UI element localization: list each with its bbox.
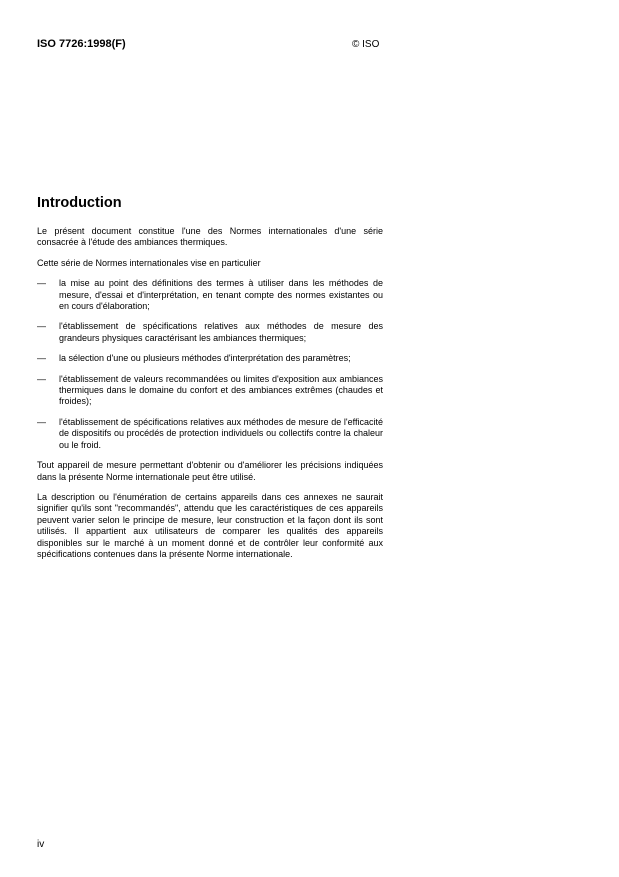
- list-dash: —: [37, 416, 46, 427]
- list-dash: —: [37, 321, 46, 332]
- list-dash: —: [37, 278, 46, 289]
- section-body: [37, 226, 383, 569]
- list-item: [37, 417, 383, 451]
- objectives-list: [37, 278, 383, 451]
- list-item-text: l'établissement de spécifications relatives aux méthodes de mesure de l'efficacité de dispositifs ou procédés de protection individuels ou collectifs contre la chaleur ou le froid.: [59, 416, 383, 450]
- list-item-text: la sélection d'une ou plusieurs méthodes d'interprétation des paramètres;: [59, 353, 351, 364]
- list-item: [37, 353, 383, 364]
- measuring-devices-paragraph: Tout appareil de mesure permettant d'obtenir ou d'améliorer les précisions indiquées dans la présente Norme internationale peut être utilisé.: [37, 460, 383, 482]
- intro-paragraph: Le présent document constitue l'une des Normes internationales d'une série consacrée à l'étude des ambiances thermiques.: [37, 226, 383, 248]
- copyright-notice: © ISO: [352, 39, 380, 50]
- list-lead-paragraph: Cette série de Normes internationales vise en particulier: [37, 257, 261, 268]
- list-dash: —: [37, 373, 46, 384]
- list-item-text: la mise au point des définitions des termes à utiliser dans les méthodes de mesure, d'essai et d'interprétation, en tenant compte des normes existantes ou en cours d'élaboration;: [59, 278, 383, 312]
- list-item: [37, 321, 383, 344]
- list-item: [37, 374, 383, 408]
- devices-description-paragraph: La description ou l'énumération de certains appareils dans ces annexes ne saurait signifier qu'ils sont "recommandés", attendu que les caractéristiques de ces appareils peuvent varier selon le principe de mesure, leur construction et la façon dont ils sont utilisés. Il appartient aux utilisateurs de comparer les qualités des appareils disponibles sur le marché à un moment donné et de contrôler leur conformité aux spécifications contenues dans la présente Norme internationale.: [37, 491, 383, 559]
- section-title: Introduction: [37, 195, 122, 211]
- document-id: ISO 7726:1998(F): [37, 38, 126, 50]
- list-dash: —: [37, 353, 46, 364]
- list-item-text: l'établissement de spécifications relatives aux méthodes de mesure des grandeurs physiques caractérisant les ambiances thermiques;: [59, 321, 383, 343]
- page-number: iv: [37, 839, 45, 850]
- list-item: [37, 278, 383, 312]
- list-item-text: l'établissement de valeurs recommandées ou limites d'exposition aux ambiances thermiques dans le domaine du confort et des ambiances extrêmes (chaudes et froides);: [59, 373, 383, 407]
